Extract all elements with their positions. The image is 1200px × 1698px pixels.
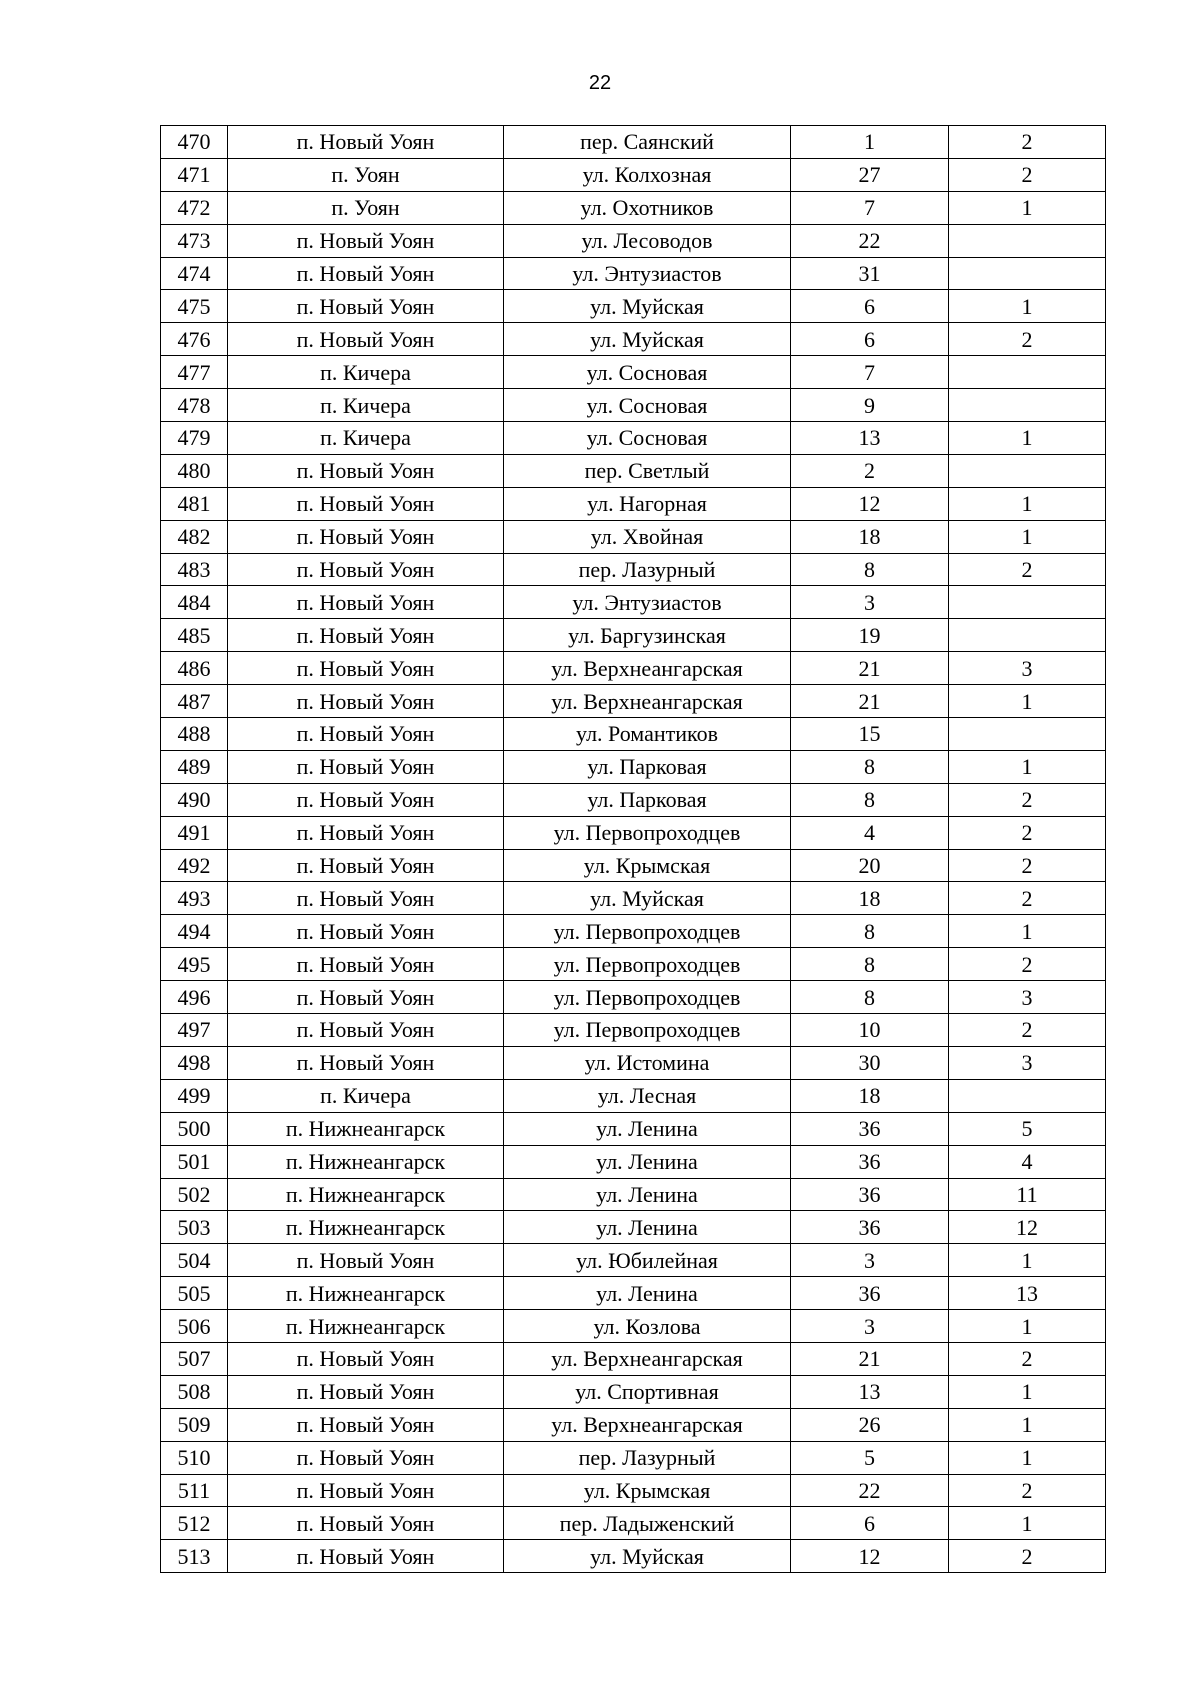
apartment-cell: 2 bbox=[949, 553, 1106, 586]
table-row bbox=[161, 783, 1106, 816]
table-row bbox=[161, 652, 1106, 685]
address-table bbox=[160, 125, 1106, 1573]
apartment-cell: 2 bbox=[949, 1540, 1106, 1573]
table-row bbox=[161, 882, 1106, 915]
settlement-cell: п. Нижнеангарск bbox=[228, 1145, 504, 1178]
table-row bbox=[161, 389, 1106, 422]
table-row bbox=[161, 586, 1106, 619]
street-cell: ул. Парковая bbox=[504, 783, 791, 816]
house-number-cell: 3 bbox=[791, 1310, 949, 1343]
apartment-cell: 2 bbox=[949, 323, 1106, 356]
apartment-cell: 1 bbox=[949, 1507, 1106, 1540]
table-row bbox=[161, 619, 1106, 652]
settlement-cell: п. Кичера bbox=[228, 389, 504, 422]
street-cell: ул. Ленина bbox=[504, 1145, 791, 1178]
house-number-cell: 8 bbox=[791, 750, 949, 783]
apartment-cell: 1 bbox=[949, 520, 1106, 553]
settlement-cell: п. Уоян bbox=[228, 158, 504, 191]
settlement-cell: п. Новый Уоян bbox=[228, 1441, 504, 1474]
street-cell: ул. Ленина bbox=[504, 1277, 791, 1310]
house-number-cell: 8 bbox=[791, 553, 949, 586]
street-cell: ул. Колхозная bbox=[504, 158, 791, 191]
settlement-cell: п. Новый Уоян bbox=[228, 224, 504, 257]
street-cell: пер. Саянский bbox=[504, 126, 791, 159]
street-cell: ул. Ленина bbox=[504, 1178, 791, 1211]
table-row bbox=[161, 1014, 1106, 1047]
house-number-cell: 7 bbox=[791, 356, 949, 389]
apartment-cell: 11 bbox=[949, 1178, 1106, 1211]
settlement-cell: п. Новый Уоян bbox=[228, 1014, 504, 1047]
apartment-cell: 3 bbox=[949, 1046, 1106, 1079]
house-number-cell: 13 bbox=[791, 1375, 949, 1408]
apartment-cell bbox=[949, 224, 1106, 257]
house-number-cell: 19 bbox=[791, 619, 949, 652]
settlement-cell: п. Новый Уоян bbox=[228, 718, 504, 751]
settlement-cell: п. Новый Уоян bbox=[228, 816, 504, 849]
street-cell: ул. Верхнеангарская bbox=[504, 1342, 791, 1375]
house-number-cell: 15 bbox=[791, 718, 949, 751]
apartment-cell: 12 bbox=[949, 1211, 1106, 1244]
settlement-cell: п. Нижнеангарск bbox=[228, 1112, 504, 1145]
row-number-cell: 501 bbox=[161, 1145, 228, 1178]
street-cell: ул. Муйская bbox=[504, 323, 791, 356]
table-row bbox=[161, 454, 1106, 487]
settlement-cell: п. Новый Уоян bbox=[228, 685, 504, 718]
apartment-cell: 2 bbox=[949, 126, 1106, 159]
house-number-cell: 6 bbox=[791, 1507, 949, 1540]
settlement-cell: п. Новый Уоян bbox=[228, 1342, 504, 1375]
street-cell: ул. Верхнеангарская bbox=[504, 652, 791, 685]
street-cell: ул. Сосновая bbox=[504, 389, 791, 422]
settlement-cell: п. Новый Уоян bbox=[228, 323, 504, 356]
table-row bbox=[161, 1079, 1106, 1112]
settlement-cell: п. Новый Уоян bbox=[228, 948, 504, 981]
house-number-cell: 5 bbox=[791, 1441, 949, 1474]
table-row bbox=[161, 718, 1106, 751]
row-number-cell: 480 bbox=[161, 454, 228, 487]
table-row bbox=[161, 849, 1106, 882]
street-cell: ул. Первопроходцев bbox=[504, 981, 791, 1014]
table-row bbox=[161, 1342, 1106, 1375]
settlement-cell: п. Новый Уоян bbox=[228, 981, 504, 1014]
row-number-cell: 479 bbox=[161, 422, 228, 455]
table-row bbox=[161, 1474, 1106, 1507]
house-number-cell: 12 bbox=[791, 487, 949, 520]
row-number-cell: 492 bbox=[161, 849, 228, 882]
apartment-cell: 1 bbox=[949, 1310, 1106, 1343]
house-number-cell: 7 bbox=[791, 191, 949, 224]
settlement-cell: п. Новый Уоян bbox=[228, 454, 504, 487]
house-number-cell: 8 bbox=[791, 783, 949, 816]
settlement-cell: п. Новый Уоян bbox=[228, 1046, 504, 1079]
row-number-cell: 486 bbox=[161, 652, 228, 685]
settlement-cell: п. Уоян bbox=[228, 191, 504, 224]
row-number-cell: 484 bbox=[161, 586, 228, 619]
table-row bbox=[161, 356, 1106, 389]
address-table-body bbox=[161, 126, 1106, 1573]
settlement-cell: п. Новый Уоян bbox=[228, 126, 504, 159]
table-row bbox=[161, 158, 1106, 191]
street-cell: ул. Юбилейная bbox=[504, 1244, 791, 1277]
table-row bbox=[161, 1178, 1106, 1211]
table-row bbox=[161, 1277, 1106, 1310]
apartment-cell bbox=[949, 718, 1106, 751]
house-number-cell: 8 bbox=[791, 915, 949, 948]
table-row bbox=[161, 553, 1106, 586]
table-row bbox=[161, 750, 1106, 783]
row-number-cell: 493 bbox=[161, 882, 228, 915]
house-number-cell: 36 bbox=[791, 1145, 949, 1178]
settlement-cell: п. Новый Уоян bbox=[228, 586, 504, 619]
street-cell: ул. Сосновая bbox=[504, 422, 791, 455]
table-row bbox=[161, 191, 1106, 224]
row-number-cell: 512 bbox=[161, 1507, 228, 1540]
house-number-cell: 36 bbox=[791, 1178, 949, 1211]
table-row bbox=[161, 290, 1106, 323]
street-cell: пер. Ладыженский bbox=[504, 1507, 791, 1540]
apartment-cell: 2 bbox=[949, 948, 1106, 981]
street-cell: пер. Лазурный bbox=[504, 553, 791, 586]
settlement-cell: п. Новый Уоян bbox=[228, 783, 504, 816]
settlement-cell: п. Новый Уоян bbox=[228, 257, 504, 290]
apartment-cell: 3 bbox=[949, 981, 1106, 1014]
table-row bbox=[161, 323, 1106, 356]
apartment-cell: 1 bbox=[949, 750, 1106, 783]
settlement-cell: п. Новый Уоян bbox=[228, 1408, 504, 1441]
settlement-cell: п. Новый Уоян bbox=[228, 520, 504, 553]
house-number-cell: 18 bbox=[791, 882, 949, 915]
row-number-cell: 470 bbox=[161, 126, 228, 159]
apartment-cell bbox=[949, 619, 1106, 652]
row-number-cell: 513 bbox=[161, 1540, 228, 1573]
house-number-cell: 18 bbox=[791, 1079, 949, 1112]
apartment-cell: 2 bbox=[949, 849, 1106, 882]
table-row bbox=[161, 1046, 1106, 1079]
row-number-cell: 473 bbox=[161, 224, 228, 257]
house-number-cell: 3 bbox=[791, 586, 949, 619]
table-row bbox=[161, 1507, 1106, 1540]
street-cell: ул. Хвойная bbox=[504, 520, 791, 553]
settlement-cell: п. Нижнеангарск bbox=[228, 1211, 504, 1244]
house-number-cell: 22 bbox=[791, 224, 949, 257]
table-row bbox=[161, 915, 1106, 948]
apartment-cell: 2 bbox=[949, 816, 1106, 849]
house-number-cell: 12 bbox=[791, 1540, 949, 1573]
table-row bbox=[161, 1540, 1106, 1573]
row-number-cell: 487 bbox=[161, 685, 228, 718]
table-row bbox=[161, 1211, 1106, 1244]
row-number-cell: 483 bbox=[161, 553, 228, 586]
table-row bbox=[161, 685, 1106, 718]
house-number-cell: 30 bbox=[791, 1046, 949, 1079]
house-number-cell: 10 bbox=[791, 1014, 949, 1047]
house-number-cell: 31 bbox=[791, 257, 949, 290]
row-number-cell: 482 bbox=[161, 520, 228, 553]
apartment-cell: 2 bbox=[949, 783, 1106, 816]
table-row bbox=[161, 1375, 1106, 1408]
apartment-cell: 1 bbox=[949, 915, 1106, 948]
street-cell: ул. Романтиков bbox=[504, 718, 791, 751]
row-number-cell: 490 bbox=[161, 783, 228, 816]
house-number-cell: 36 bbox=[791, 1277, 949, 1310]
table-row bbox=[161, 422, 1106, 455]
row-number-cell: 511 bbox=[161, 1474, 228, 1507]
house-number-cell: 9 bbox=[791, 389, 949, 422]
table-row bbox=[161, 520, 1106, 553]
apartment-cell bbox=[949, 1079, 1106, 1112]
row-number-cell: 488 bbox=[161, 718, 228, 751]
table-row bbox=[161, 816, 1106, 849]
house-number-cell: 27 bbox=[791, 158, 949, 191]
row-number-cell: 499 bbox=[161, 1079, 228, 1112]
settlement-cell: п. Новый Уоян bbox=[228, 1540, 504, 1573]
apartment-cell bbox=[949, 257, 1106, 290]
settlement-cell: п. Кичера bbox=[228, 1079, 504, 1112]
row-number-cell: 481 bbox=[161, 487, 228, 520]
street-cell: ул. Парковая bbox=[504, 750, 791, 783]
row-number-cell: 472 bbox=[161, 191, 228, 224]
apartment-cell: 5 bbox=[949, 1112, 1106, 1145]
house-number-cell: 13 bbox=[791, 422, 949, 455]
row-number-cell: 489 bbox=[161, 750, 228, 783]
row-number-cell: 491 bbox=[161, 816, 228, 849]
street-cell: ул. Лесная bbox=[504, 1079, 791, 1112]
street-cell: ул. Охотников bbox=[504, 191, 791, 224]
table-row bbox=[161, 257, 1106, 290]
street-cell: ул. Крымская bbox=[504, 849, 791, 882]
row-number-cell: 475 bbox=[161, 290, 228, 323]
row-number-cell: 500 bbox=[161, 1112, 228, 1145]
settlement-cell: п. Новый Уоян bbox=[228, 882, 504, 915]
apartment-cell: 1 bbox=[949, 1408, 1106, 1441]
settlement-cell: п. Новый Уоян bbox=[228, 1375, 504, 1408]
apartment-cell: 1 bbox=[949, 191, 1106, 224]
apartment-cell: 1 bbox=[949, 685, 1106, 718]
house-number-cell: 18 bbox=[791, 520, 949, 553]
row-number-cell: 503 bbox=[161, 1211, 228, 1244]
apartment-cell bbox=[949, 586, 1106, 619]
apartment-cell bbox=[949, 389, 1106, 422]
table-row bbox=[161, 224, 1106, 257]
settlement-cell: п. Новый Уоян bbox=[228, 1507, 504, 1540]
house-number-cell: 3 bbox=[791, 1244, 949, 1277]
table-row bbox=[161, 1310, 1106, 1343]
settlement-cell: п. Новый Уоян bbox=[228, 487, 504, 520]
settlement-cell: п. Новый Уоян bbox=[228, 619, 504, 652]
house-number-cell: 21 bbox=[791, 1342, 949, 1375]
apartment-cell: 1 bbox=[949, 290, 1106, 323]
row-number-cell: 478 bbox=[161, 389, 228, 422]
street-cell: пер. Лазурный bbox=[504, 1441, 791, 1474]
row-number-cell: 485 bbox=[161, 619, 228, 652]
row-number-cell: 510 bbox=[161, 1441, 228, 1474]
house-number-cell: 1 bbox=[791, 126, 949, 159]
street-cell: ул. Первопроходцев bbox=[504, 1014, 791, 1047]
settlement-cell: п. Новый Уоян bbox=[228, 849, 504, 882]
street-cell: ул. Ленина bbox=[504, 1112, 791, 1145]
street-cell: ул. Спортивная bbox=[504, 1375, 791, 1408]
page-number: 22 bbox=[588, 72, 612, 94]
table-row bbox=[161, 1441, 1106, 1474]
table-row bbox=[161, 948, 1106, 981]
street-cell: ул. Муйская bbox=[504, 290, 791, 323]
apartment-cell: 2 bbox=[949, 1474, 1106, 1507]
table-row bbox=[161, 981, 1106, 1014]
row-number-cell: 507 bbox=[161, 1342, 228, 1375]
street-cell: ул. Лесоводов bbox=[504, 224, 791, 257]
house-number-cell: 21 bbox=[791, 652, 949, 685]
settlement-cell: п. Кичера bbox=[228, 356, 504, 389]
house-number-cell: 2 bbox=[791, 454, 949, 487]
apartment-cell: 2 bbox=[949, 1014, 1106, 1047]
settlement-cell: п. Нижнеангарск bbox=[228, 1310, 504, 1343]
apartment-cell: 1 bbox=[949, 422, 1106, 455]
street-cell: ул. Истомина bbox=[504, 1046, 791, 1079]
row-number-cell: 497 bbox=[161, 1014, 228, 1047]
row-number-cell: 505 bbox=[161, 1277, 228, 1310]
apartment-cell: 4 bbox=[949, 1145, 1106, 1178]
street-cell: ул. Муйская bbox=[504, 1540, 791, 1573]
house-number-cell: 26 bbox=[791, 1408, 949, 1441]
street-cell: ул. Первопроходцев bbox=[504, 948, 791, 981]
street-cell: ул. Верхнеангарская bbox=[504, 685, 791, 718]
settlement-cell: п. Нижнеангарск bbox=[228, 1277, 504, 1310]
settlement-cell: п. Новый Уоян bbox=[228, 652, 504, 685]
house-number-cell: 8 bbox=[791, 981, 949, 1014]
apartment-cell: 13 bbox=[949, 1277, 1106, 1310]
row-number-cell: 474 bbox=[161, 257, 228, 290]
street-cell: ул. Верхнеангарская bbox=[504, 1408, 791, 1441]
settlement-cell: п. Кичера bbox=[228, 422, 504, 455]
house-number-cell: 20 bbox=[791, 849, 949, 882]
street-cell: ул. Козлова bbox=[504, 1310, 791, 1343]
table-row bbox=[161, 1112, 1106, 1145]
street-cell: ул. Ленина bbox=[504, 1211, 791, 1244]
house-number-cell: 22 bbox=[791, 1474, 949, 1507]
street-cell: ул. Муйская bbox=[504, 882, 791, 915]
house-number-cell: 8 bbox=[791, 948, 949, 981]
row-number-cell: 476 bbox=[161, 323, 228, 356]
settlement-cell: п. Нижнеангарск bbox=[228, 1178, 504, 1211]
apartment-cell: 1 bbox=[949, 1441, 1106, 1474]
apartment-cell: 2 bbox=[949, 158, 1106, 191]
row-number-cell: 495 bbox=[161, 948, 228, 981]
row-number-cell: 504 bbox=[161, 1244, 228, 1277]
apartment-cell: 1 bbox=[949, 487, 1106, 520]
row-number-cell: 508 bbox=[161, 1375, 228, 1408]
house-number-cell: 4 bbox=[791, 816, 949, 849]
settlement-cell: п. Новый Уоян bbox=[228, 1474, 504, 1507]
apartment-cell bbox=[949, 356, 1106, 389]
row-number-cell: 509 bbox=[161, 1408, 228, 1441]
row-number-cell: 494 bbox=[161, 915, 228, 948]
table-row bbox=[161, 126, 1106, 159]
settlement-cell: п. Новый Уоян bbox=[228, 1244, 504, 1277]
house-number-cell: 36 bbox=[791, 1211, 949, 1244]
apartment-cell bbox=[949, 454, 1106, 487]
apartment-cell: 3 bbox=[949, 652, 1106, 685]
row-number-cell: 502 bbox=[161, 1178, 228, 1211]
house-number-cell: 36 bbox=[791, 1112, 949, 1145]
street-cell: пер. Светлый bbox=[504, 454, 791, 487]
table-row bbox=[161, 1408, 1106, 1441]
row-number-cell: 506 bbox=[161, 1310, 228, 1343]
table-row bbox=[161, 487, 1106, 520]
street-cell: ул. Крымская bbox=[504, 1474, 791, 1507]
street-cell: ул. Первопроходцев bbox=[504, 915, 791, 948]
house-number-cell: 21 bbox=[791, 685, 949, 718]
row-number-cell: 477 bbox=[161, 356, 228, 389]
street-cell: ул. Сосновая bbox=[504, 356, 791, 389]
house-number-cell: 6 bbox=[791, 290, 949, 323]
table-row bbox=[161, 1145, 1106, 1178]
apartment-cell: 2 bbox=[949, 882, 1106, 915]
settlement-cell: п. Новый Уоян bbox=[228, 290, 504, 323]
row-number-cell: 496 bbox=[161, 981, 228, 1014]
house-number-cell: 6 bbox=[791, 323, 949, 356]
street-cell: ул. Энтузиастов bbox=[504, 586, 791, 619]
settlement-cell: п. Новый Уоян bbox=[228, 915, 504, 948]
row-number-cell: 471 bbox=[161, 158, 228, 191]
row-number-cell: 498 bbox=[161, 1046, 228, 1079]
apartment-cell: 1 bbox=[949, 1244, 1106, 1277]
settlement-cell: п. Новый Уоян bbox=[228, 553, 504, 586]
street-cell: ул. Энтузиастов bbox=[504, 257, 791, 290]
street-cell: ул. Первопроходцев bbox=[504, 816, 791, 849]
table-row bbox=[161, 1244, 1106, 1277]
apartment-cell: 2 bbox=[949, 1342, 1106, 1375]
apartment-cell: 1 bbox=[949, 1375, 1106, 1408]
street-cell: ул. Нагорная bbox=[504, 487, 791, 520]
street-cell: ул. Баргузинская bbox=[504, 619, 791, 652]
settlement-cell: п. Новый Уоян bbox=[228, 750, 504, 783]
